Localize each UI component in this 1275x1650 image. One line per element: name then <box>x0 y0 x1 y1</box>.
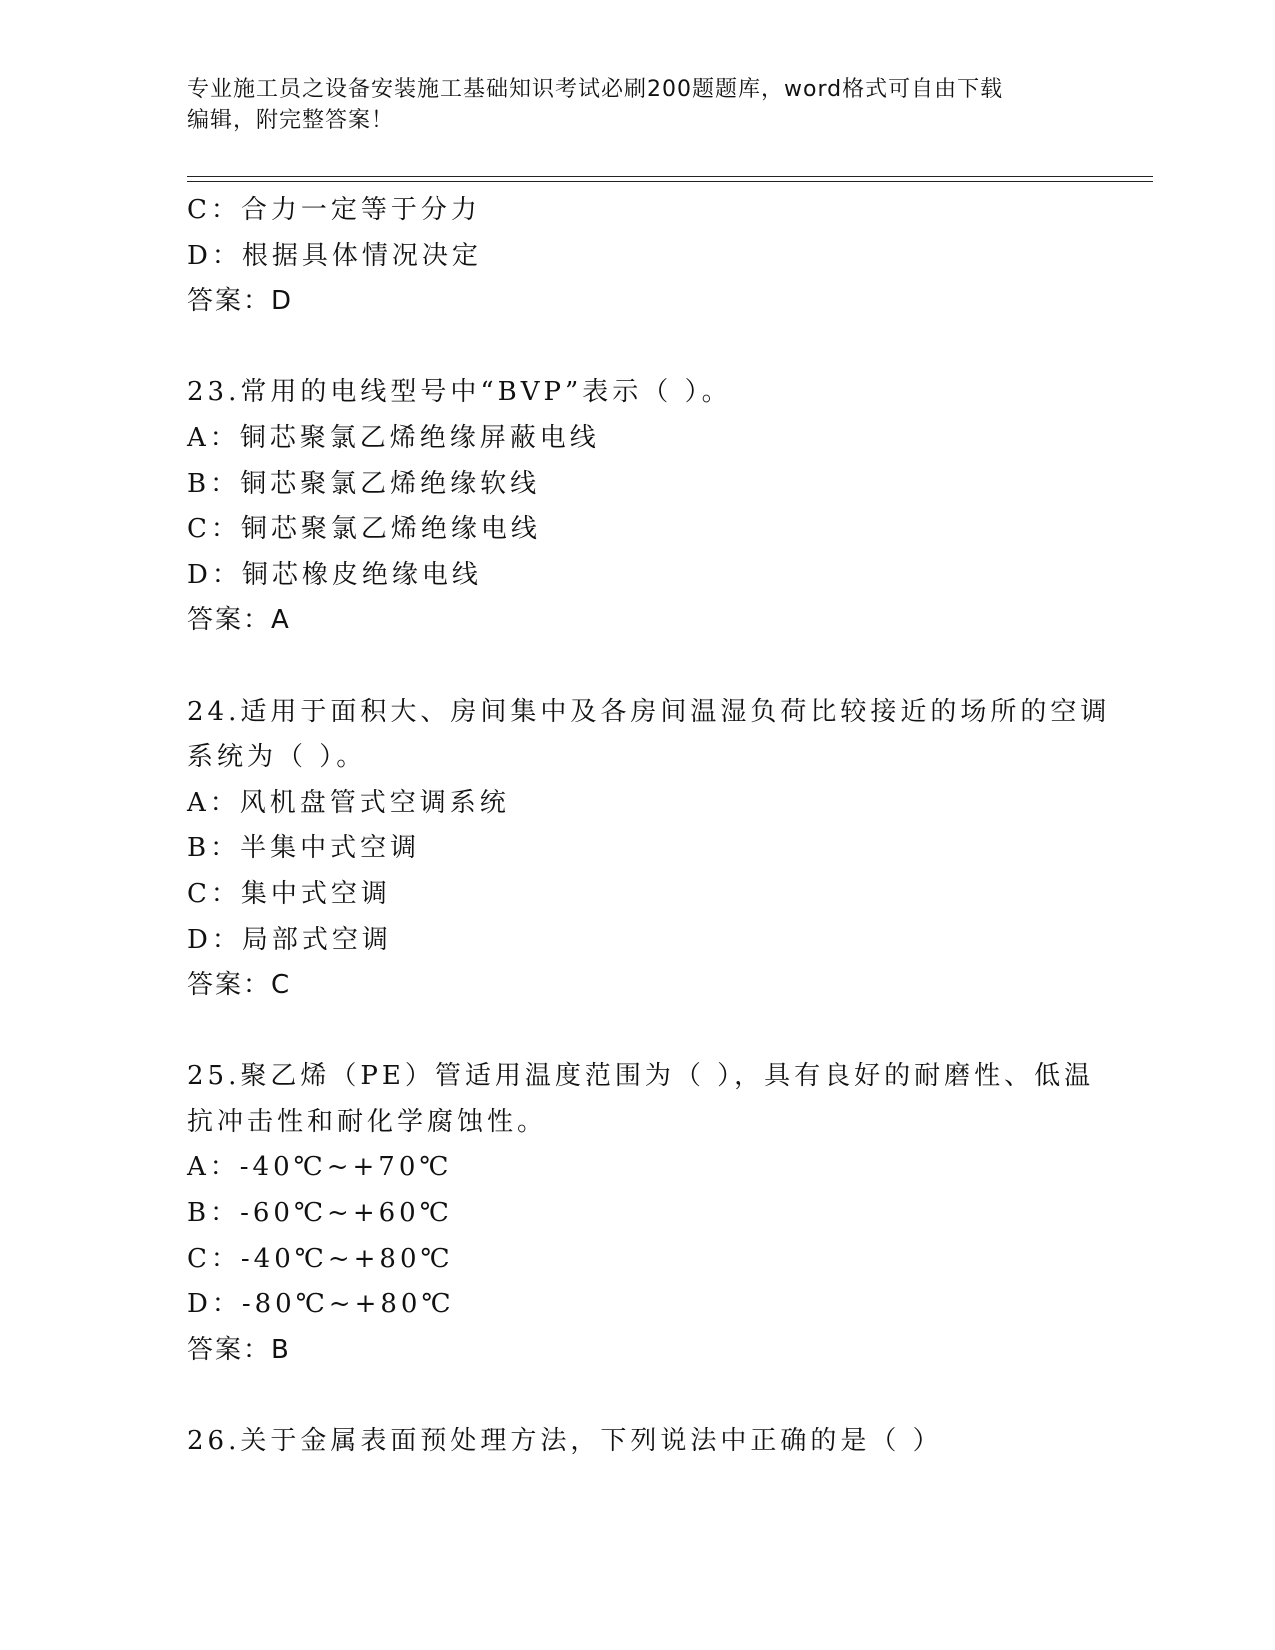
question-list <box>187 188 1111 1465</box>
option-a: A：风机盘管式空调系统 <box>187 787 510 818</box>
question-stem-line-1: 25.聚乙烯（PE）管适用温度范围为（ ），具有良好的耐磨性、低温 <box>187 1061 1095 1092</box>
option-b: B：-60℃~+60℃ <box>187 1198 453 1229</box>
header-divider-top <box>187 176 1153 177</box>
option-d: D：局部式空调 <box>187 924 392 955</box>
option-a: A：铜芯聚氯乙烯绝缘屏蔽电线 <box>187 422 600 453</box>
option-c: C：-40℃~+80℃ <box>187 1243 454 1274</box>
option-d: D：-80℃~+80℃ <box>187 1289 455 1320</box>
spacer <box>187 644 1087 690</box>
option-b: B：铜芯聚氯乙烯绝缘软线 <box>187 468 541 499</box>
option-c: C：铜芯聚氯乙烯绝缘电线 <box>187 514 541 545</box>
answer: 答案：A <box>187 605 291 636</box>
question-25 <box>187 1054 1095 1373</box>
answer: 答案：C <box>187 970 292 1001</box>
option-c: C：集中式空调 <box>187 878 391 909</box>
question-23 <box>187 370 1087 644</box>
option-b: B：半集中式空调 <box>187 833 421 864</box>
question-stem: 23.常用的电线型号中“BVP”表示（ ）。 <box>187 377 732 408</box>
option-a: A：-40℃~+70℃ <box>187 1152 453 1183</box>
header-title-line-1: 专业施工员之设备安装施工基础知识考试必刷200题题库，word格式可自由下载 <box>187 77 1004 102</box>
spacer <box>187 1373 1087 1419</box>
question-stem: 26.关于金属表面预处理方法，下列说法中正确的是（ ） <box>187 1426 943 1457</box>
spacer <box>187 325 1087 371</box>
question-stem-line-1: 24.适用于面积大、房间集中及各房间温湿负荷比较接近的场所的空调 <box>187 696 1111 727</box>
option-d: D：根据具体情况决定 <box>187 240 482 271</box>
answer: 答案：D <box>187 286 294 317</box>
question-24 <box>187 690 1111 1009</box>
option-c: C：合力一定等于分力 <box>187 195 481 225</box>
answer: 答案：B <box>187 1334 291 1365</box>
question-22-continued <box>187 188 1087 325</box>
document-header <box>187 74 1067 136</box>
option-d: D：铜芯橡皮绝缘电线 <box>187 559 482 590</box>
question-stem-line-2: 系统为（ ）。 <box>187 742 367 773</box>
question-26 <box>187 1419 1087 1465</box>
header-divider-bottom <box>187 181 1153 182</box>
header-title-line-2: 编辑，附完整答案！ <box>187 108 395 133</box>
spacer <box>187 1009 1087 1055</box>
question-stem-line-2: 抗冲击性和耐化学腐蚀性。 <box>187 1106 548 1137</box>
